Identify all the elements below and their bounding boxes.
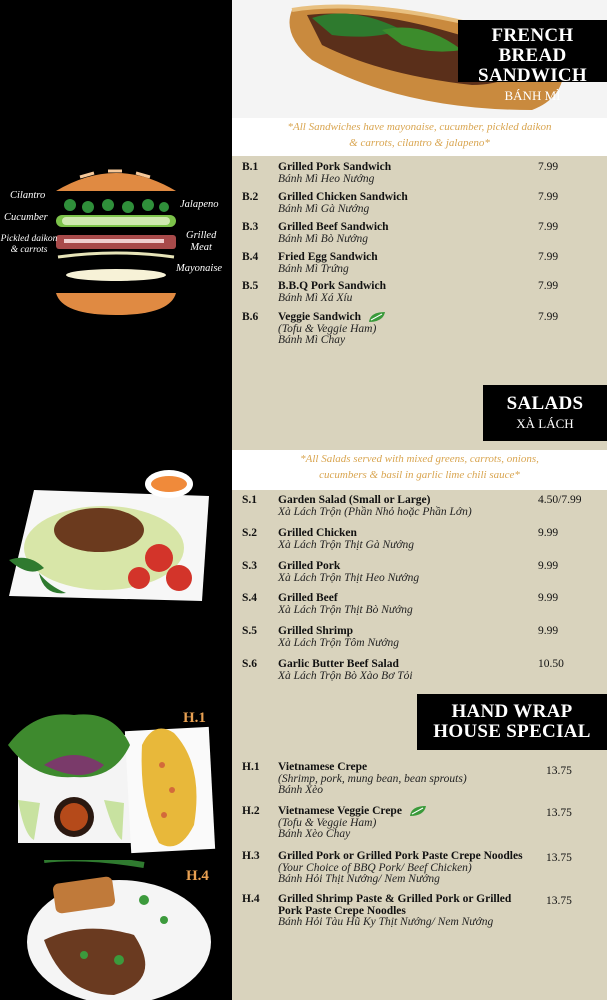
item-code: S.3 [242,560,258,572]
item-name: Grilled Pork [278,560,341,572]
item-subtitle-2: Bánh Mì Chay [278,334,346,346]
item-code: B.6 [242,311,259,323]
label-pickled-line1: Pickled daikon [0,234,58,244]
item-code: H.1 [242,761,260,773]
salad-note [232,450,607,490]
sandwich-note-line1: *All Sandwiches have mayonaise, cucumber, pickled daikon [287,121,552,133]
item-price: 13.75 [546,852,572,864]
item-name: Grilled Pork Sandwich [278,161,392,173]
wrap-title-line1: HAND WRAP [451,701,573,722]
label-grilled-line1: Grilled [186,230,217,241]
item-subtitle-2: Bánh Hỏi Thịt Nướng/ Nem Nướng [278,873,440,885]
item-name-text: Veggie Sandwich [278,311,361,323]
item-subtitle: Xà Lách Trộn (Phần Nhỏ hoặc Phần Lớn) [278,506,472,518]
item-name: Grilled Shrimp [278,625,354,637]
vegetarian-leaf-icon [368,311,386,323]
item-price: 7.99 [538,251,559,263]
sandwich-note [232,118,607,156]
item-name: Fried Egg Sandwich [278,251,378,263]
item-price: 7.99 [538,221,559,233]
item-subtitle: Xà Lách Trộn Tôm Nướng [278,637,400,649]
item-price: 9.99 [538,527,559,539]
sandwich-item [242,161,597,189]
sandwich-item [242,191,597,219]
item-code: B.2 [242,191,259,203]
item-name: Grilled Shrimp Paste & Grilled Pork or Grilled [278,893,512,905]
item-code: B.5 [242,280,259,292]
salad-section-header [483,385,607,441]
salad-item [242,625,597,653]
item-price: 9.99 [538,560,559,572]
salad-item [242,527,597,555]
item-price: 9.99 [538,625,559,637]
salad-item [242,658,597,686]
sandwich-item [242,251,597,279]
item-subtitle: (Shrimp, pork, mung bean, bean sprouts) [278,773,467,785]
item-name: Garden Salad (Small or Large) [278,494,431,506]
label-jalapeno: Jalapeno [180,199,219,210]
salad-photo [4,468,214,606]
item-subtitle: Bánh Mì Trứng [278,263,349,275]
item-price: 7.99 [538,311,559,323]
item-subtitle: Bánh Hỏi Tàu Hũ Ky Thịt Nướng/ Nem Nướng [278,916,494,928]
item-code: B.3 [242,221,259,233]
item-name-line2: Pork Paste Crepe Noodles [278,905,406,917]
label-grilled-line2: Meat [190,242,212,254]
item-price: 13.75 [546,807,572,819]
item-price: 13.75 [546,765,572,777]
label-cilantro: Cilantro [10,190,46,201]
label-pickled [0,234,58,256]
wrap-item [242,805,597,845]
item-name: Garlic Butter Beef Salad [278,658,399,670]
item-subtitle-2: Bánh Xèo [278,784,324,796]
sandwich-item [242,280,597,308]
item-name [278,805,427,817]
label-grilled-meat [186,230,216,254]
item-subtitle: Bánh Mì Xá Xíu [278,292,353,304]
wrap-item [242,850,597,890]
sandwich-title-line2: SANDWICH [477,64,588,86]
item-name: Grilled Beef Sandwich [278,221,389,233]
salad-note-line1: *All Salads served with mixed greens, carrots, onions, [300,453,539,465]
item-price: 9.99 [538,592,559,604]
item-price: 10.50 [538,658,564,670]
item-subtitle: (Tofu & Veggie Ham) [278,817,377,829]
salad-item [242,494,597,522]
item-subtitle: Xà Lách Trộn Bò Xào Bơ Tỏi [278,670,413,682]
salad-item [242,592,597,620]
item-price: 13.75 [546,895,572,907]
item-subtitle: (Your Choice of BBQ Pork/ Beef Chicken) [278,862,472,874]
wrap-section-header [417,694,607,750]
sandwich-subtitle: BÁNH MÌ [504,87,561,103]
photo-label-h1: H.1 [183,710,206,726]
item-code: B.1 [242,161,259,173]
item-subtitle-2: Bánh Xèo Chay [278,828,351,840]
item-code: S.4 [242,592,258,604]
salad-subtitle: XÀ LÁCH [516,415,574,431]
item-code: H.3 [242,850,260,862]
sandwich-title-line1: FRENCH BREAD [491,25,574,66]
item-name-text: Vietnamese Veggie Crepe [278,805,402,817]
item-name: B.B.Q Pork Sandwich [278,280,386,292]
item-code: S.6 [242,658,258,670]
sandwich-item [242,221,597,249]
item-subtitle: Xà Lách Trộn Thịt Heo Nướng [278,572,420,584]
item-subtitle: Bánh Mì Heo Nướng [278,173,375,185]
sandwich-item [242,311,597,351]
label-pickled-line2: & carrots [10,244,48,255]
item-subtitle: Bánh Mì Gà Nướng [278,203,370,215]
wrap-item [242,893,597,933]
item-code: B.4 [242,251,259,263]
item-name: Grilled Beef [278,592,338,604]
item-name: Grilled Chicken Sandwich [278,191,408,203]
item-code: H.2 [242,805,260,817]
item-code: S.2 [242,527,258,539]
salad-title: SALADS [506,393,584,414]
crepe-photo [4,705,216,855]
item-subtitle: Bánh Mì Bò Nướng [278,233,369,245]
sandwich-section-header [458,20,607,103]
salad-item [242,560,597,588]
item-price: 7.99 [538,280,559,292]
photo-label-h4: H.4 [186,868,209,884]
item-name: Grilled Pork or Grilled Pork Paste Crepe Noodles [278,850,523,862]
item-price: 7.99 [538,161,559,173]
vegetarian-leaf-icon [409,805,427,817]
item-name [278,311,386,323]
item-price: 4.50/7.99 [538,494,582,506]
salad-note-line2: cucumbers & basil in garlic lime chili sauce* [319,468,520,481]
wrap-item [242,761,597,801]
label-mayonaise: Mayonaise [176,263,223,274]
sandwich-illustration [50,165,182,325]
item-subtitle: (Tofu & Veggie Ham) [278,323,377,335]
item-code: S.5 [242,625,258,637]
item-name: Vietnamese Crepe [278,761,368,773]
item-code: S.1 [242,494,258,506]
item-price: 7.99 [538,191,559,203]
wrap-title-line2: HOUSE SPECIAL [433,720,591,742]
item-name: Grilled Chicken [278,527,357,539]
label-cucumber: Cucumber [4,212,48,223]
item-subtitle: Xà Lách Trộn Thịt Gà Nướng [278,539,415,551]
item-subtitle: Xà Lách Trộn Thịt Bò Nướng [278,604,413,616]
item-code: H.4 [242,893,260,905]
sandwich-note-line2: & carrots, cilantro & jalapeno* [349,136,490,149]
